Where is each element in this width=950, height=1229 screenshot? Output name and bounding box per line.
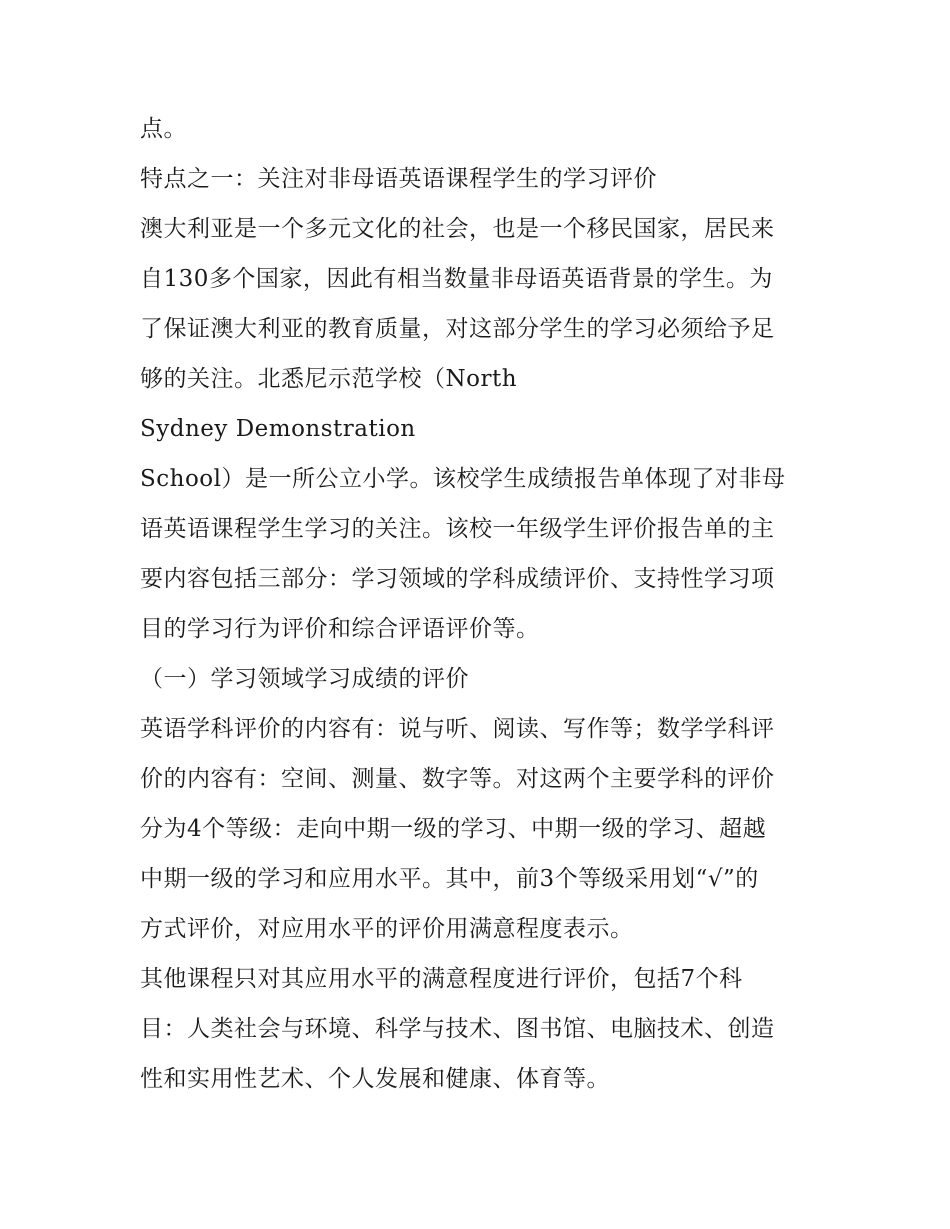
text-line: Sydney Demonstration	[140, 416, 416, 442]
document-body	[140, 104, 830, 1104]
text-line: 方式评价，对应用水平的评价用满意程度表示。	[140, 916, 634, 942]
text-line: 自130多个国家，因此有相当数量非母语英语背景的学生。为	[140, 266, 773, 292]
text-line: 澳大利亚是一个多元文化的社会，也是一个移民国家，居民来	[140, 216, 775, 242]
section-heading: 特点之一：关注对非母语英语课程学生的学习评价	[140, 166, 657, 192]
text-line: 语英语课程学生学习的关注。该校一年级学生评价报告单的主	[140, 516, 775, 542]
text-line: 中期一级的学习和应用水平。其中，前3个等级采用划“√”的	[140, 866, 759, 892]
text-line: 分为4个等级：走向中期一级的学习、中期一级的学习、超越	[140, 816, 767, 842]
text-line: School）是一所公立小学。该校学生成绩报告单体现了对非母	[140, 466, 786, 492]
text-line: 价的内容有：空间、测量、数字等。对这两个主要学科的评价	[140, 766, 775, 792]
text-line: 目：人类社会与环境、科学与技术、图书馆、电脑技术、创造	[140, 1016, 775, 1042]
text-line: 英语学科评价的内容有：说与听、阅读、写作等；数学学科评	[140, 716, 775, 742]
text-line: 要内容包括三部分：学习领域的学科成绩评价、支持性学习项	[140, 566, 775, 592]
text-line: 了保证澳大利亚的教育质量，对这部分学生的学习必须给予足	[140, 316, 775, 342]
text-line: 其他课程只对其应用水平的满意程度进行评价，包括7个科	[140, 966, 743, 992]
text-line: 够的关注。北悉尼示范学校（North	[140, 366, 518, 392]
text-line: 性和实用性艺术、个人发展和健康、体育等。	[140, 1066, 610, 1092]
text-line: 目的学习行为评价和综合评语评价等。	[140, 616, 540, 642]
subsection-heading: （一）学习领域学习成绩的评价	[140, 666, 469, 692]
text-line: 点。	[140, 116, 187, 142]
